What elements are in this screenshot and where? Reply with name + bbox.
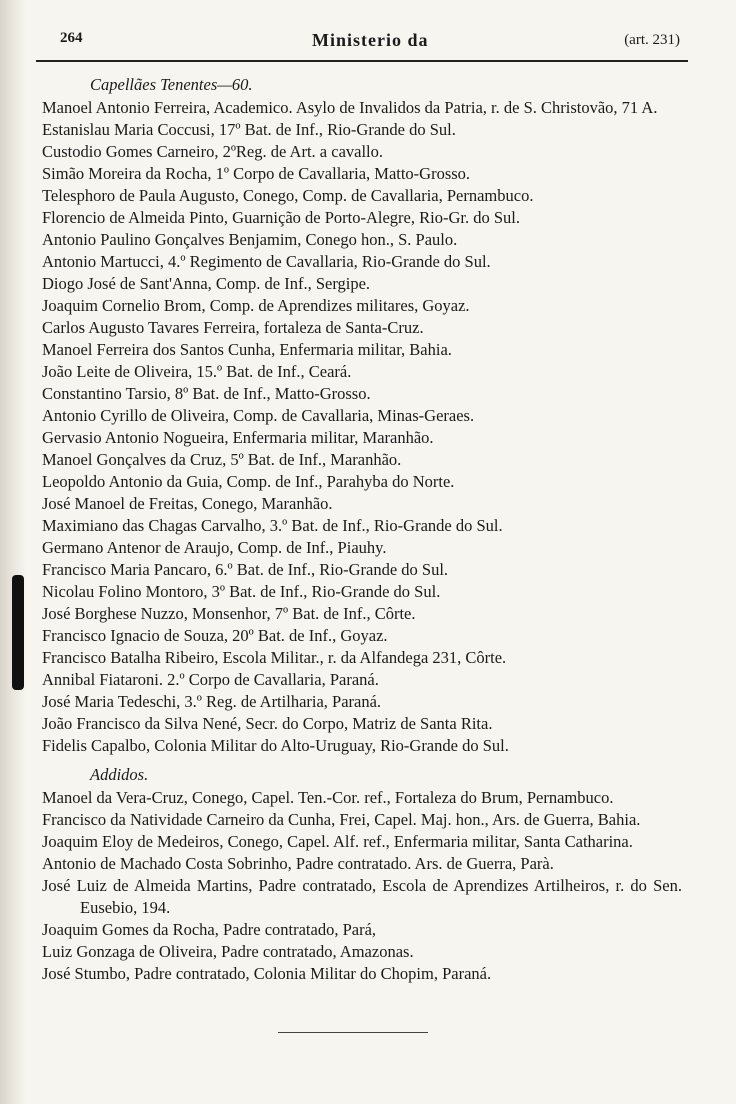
entry: José Manoel de Freitas, Conego, Maranhão. (42, 494, 333, 513)
entry: Antonio Cyrillo de Oliveira, Comp. de Cavallaria, Minas-Geraes. (42, 406, 475, 425)
entry: Florencio de Almeida Pinto, Guarnição de Porto-Alegre, Rio-Gr. do Sul. (42, 208, 520, 227)
entry: José Luiz de Almeida Martins, Padre contratado, Escola de Aprendizes Artilheiros, r. do Sen. Eusebio, 194. (42, 876, 682, 917)
entry: Manoel Gonçalves da Cruz, 5º Bat. de Inf., Maranhão. (42, 450, 402, 469)
section-addidos (42, 764, 682, 985)
page-number: 264 (60, 30, 83, 46)
entry: Francisco Ignacio de Souza, 20º Bat. de Inf., Goyaz. (42, 626, 388, 645)
entry: Joaquim Cornelio Brom, Comp. de Aprendizes militares, Goyaz. (42, 296, 470, 315)
entry: Manoel Antonio Ferreira, Academico. Asylo de Invalidos da Patria, r. de S. Christovão, 71 A. (42, 98, 658, 117)
page-edge-shadow (0, 0, 26, 1104)
entry: Germano Antenor de Araujo, Comp. de Inf., Piauhy. (42, 538, 387, 557)
entry-list (42, 97, 682, 757)
entry: Gervasio Antonio Nogueira, Enfermaria militar, Maranhão. (42, 428, 434, 447)
entry: Francisco Maria Pancaro, 6.º Bat. de Inf., Rio-Grande do Sul. (42, 560, 449, 579)
entry: Estanislau Maria Coccusi, 17º Bat. de Inf., Rio-Grande do Sul. (42, 120, 456, 139)
entry: Leopoldo Antonio da Guia, Comp. de Inf., Parahyba do Norte. (42, 472, 455, 491)
entry: Maximiano das Chagas Carvalho, 3.º Bat. de Inf., Rio-Grande do Sul. (42, 516, 503, 535)
entry: João Francisco da Silva Nené, Secr. do Corpo, Matriz de Santa Rita. (42, 714, 493, 733)
running-header (36, 30, 688, 62)
entry: Simão Moreira da Rocha, 1º Corpo de Cavallaria, Matto-Grosso. (42, 164, 471, 183)
entry: Manoel da Vera-Cruz, Conego, Capel. Ten.-Cor. ref., Fortaleza do Brum, Pernambuco. (42, 788, 614, 807)
entry: João Leite de Oliveira, 15.º Bat. de Inf., Ceará. (42, 362, 352, 381)
running-title: Ministerio da (312, 30, 429, 50)
article-reference: (art. 231) (624, 32, 680, 48)
closing-rule (278, 1032, 428, 1033)
entry: Manoel Ferreira dos Santos Cunha, Enfermaria militar, Bahia. (42, 340, 452, 359)
entry: Custodio Gomes Carneiro, 2ºReg. de Art. a cavallo. (42, 142, 384, 161)
entry: José Maria Tedeschi, 3.º Reg. de Artilharia, Paraná. (42, 692, 382, 711)
entry: Francisco Batalha Ribeiro, Escola Militar., r. da Alfandega 231, Côrte. (42, 648, 507, 667)
entry: José Stumbo, Padre contratado, Colonia Militar do Chopim, Paraná. (42, 964, 492, 983)
page-body (42, 74, 682, 985)
entry: Fidelis Capalbo, Colonia Militar do Alto-Uruguay, Rio-Grande do Sul. (42, 736, 509, 755)
ink-blot (12, 575, 24, 690)
entry: Joaquim Eloy de Medeiros, Conego, Capel. Alf. ref., Enfermaria militar, Santa Catharina. (42, 832, 633, 851)
entry-list (42, 787, 682, 985)
section-capellaes-tenentes (42, 74, 682, 757)
entry: Luiz Gonzaga de Oliveira, Padre contratado, Amazonas. (42, 942, 414, 961)
entry: Antonio Paulino Gonçalves Benjamim, Conego hon., S. Paulo. (42, 230, 458, 249)
entry: Diogo José de Sant'Anna, Comp. de Inf., Sergipe. (42, 274, 371, 293)
entry: Francisco da Natividade Carneiro da Cunha, Frei, Capel. Maj. hon., Ars. de Guerra, Bahia. (42, 810, 641, 829)
entry: Annibal Fiataroni. 2.º Corpo de Cavallaria, Paraná. (42, 670, 379, 689)
entry: Constantino Tarsio, 8º Bat. de Inf., Matto-Grosso. (42, 384, 371, 403)
entry: Carlos Augusto Tavares Ferreira, fortaleza de Santa-Cruz. (42, 318, 424, 337)
entry: Antonio Martucci, 4.º Regimento de Cavallaria, Rio-Grande do Sul. (42, 252, 491, 271)
entry: Telesphoro de Paula Augusto, Conego, Comp. de Cavallaria, Pernambuco. (42, 186, 534, 205)
section-title: Addidos. (90, 765, 149, 784)
entry: Nicolau Folino Montoro, 3º Bat. de Inf., Rio-Grande do Sul. (42, 582, 441, 601)
entry: Antonio de Machado Costa Sobrinho, Padre contratado. Ars. de Guerra, Parà. (42, 854, 554, 873)
section-title: Capellães Tenentes—60. (90, 75, 253, 94)
entry: José Borghese Nuzzo, Monsenhor, 7º Bat. de Inf., Côrte. (42, 604, 416, 623)
entry: Joaquim Gomes da Rocha, Padre contratado, Pará, (42, 920, 377, 939)
